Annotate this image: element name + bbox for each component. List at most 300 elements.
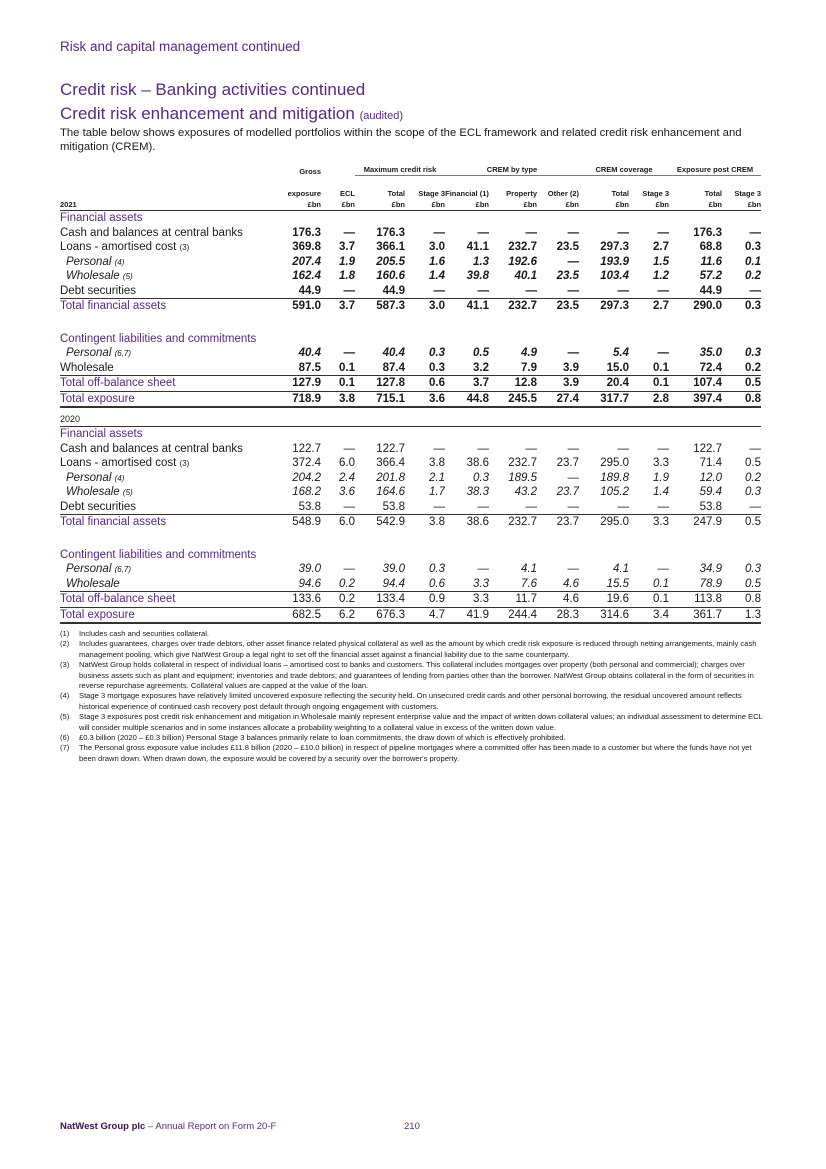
- table-cell: 113.8: [669, 592, 722, 608]
- unit-label: £bn: [445, 198, 489, 211]
- table-cell: 232.7: [489, 515, 537, 530]
- table-cell: 314.6: [579, 607, 629, 623]
- table-cell: —: [343, 284, 355, 297]
- table-cell: 23.5: [537, 299, 579, 314]
- table-row: [60, 361, 761, 376]
- row-label: Loans - amortised cost (3): [60, 241, 190, 254]
- row-label: Personal (4): [66, 471, 125, 484]
- table-cell: 176.3: [693, 226, 723, 239]
- column-header: Stage 3: [734, 189, 762, 198]
- subtitle-text: Credit risk enhancement and mitigation: [60, 104, 355, 123]
- table-cell: 3.3: [653, 457, 670, 470]
- table-cell: 0.2: [321, 592, 355, 608]
- table-cell: 87.5: [298, 361, 321, 374]
- table-cell: 127.9: [275, 376, 321, 392]
- table-cell: 3.8: [321, 391, 355, 407]
- column-header: Stage 3: [418, 189, 445, 198]
- unit-label: £bn: [722, 198, 761, 211]
- table-row: [60, 391, 761, 407]
- table-cell: 1.4: [653, 486, 670, 499]
- table-cell: [321, 548, 355, 563]
- table-cell: 28.3: [537, 607, 579, 623]
- table-cell: 38.3: [466, 486, 489, 499]
- table-row: [60, 485, 761, 500]
- table-cell: 0.9: [405, 592, 445, 608]
- header-group-max-credit-risk: Maximum credit risk: [355, 163, 445, 176]
- table-cell: [579, 548, 629, 563]
- table-cell: 0.2: [745, 361, 762, 374]
- table-cell: 53.8: [382, 500, 405, 513]
- table-cell: 72.4: [699, 361, 723, 374]
- table-cell: 189.8: [600, 471, 629, 484]
- table-cell: 4.6: [563, 577, 579, 590]
- table-cell: —: [657, 347, 670, 360]
- table-cell: —: [343, 500, 355, 513]
- table-cell: [405, 211, 445, 226]
- table-cell: [355, 332, 405, 347]
- spacer-row: [60, 530, 761, 548]
- table-cell: —: [567, 500, 579, 513]
- table-cell: 247.9: [669, 515, 722, 530]
- table-cell: [355, 548, 405, 563]
- table-cell: 366.1: [376, 241, 405, 254]
- table-cell: 4.1: [613, 563, 629, 576]
- table-cell: 23.7: [537, 515, 579, 530]
- row-label: Total exposure: [60, 607, 275, 623]
- table-cell: 7.6: [521, 577, 537, 590]
- row-label: Total financial assets: [60, 299, 275, 314]
- row-label: Contingent liabilities and commitments: [60, 332, 257, 345]
- row-label: Wholesale: [60, 361, 114, 374]
- table-cell: 0.1: [745, 255, 762, 268]
- table-cell: 0.6: [405, 376, 445, 392]
- unit-label: £bn: [579, 198, 629, 211]
- row-label: Debt securities: [60, 284, 137, 297]
- table-cell: 1.4: [429, 270, 445, 283]
- unit-label: £bn: [355, 198, 405, 211]
- footnote-text: Includes cash and securities collateral.: [79, 629, 210, 638]
- table-cell: 1.2: [653, 270, 670, 283]
- table-cell: [445, 332, 489, 347]
- table-cell: 0.3: [722, 299, 761, 314]
- table-cell: 3.6: [339, 486, 355, 499]
- column-header: Other (2): [547, 189, 579, 198]
- table-cell: 0.5: [722, 376, 761, 392]
- crem-table: [60, 163, 761, 624]
- table-cell: —: [749, 284, 762, 297]
- table-cell: 176.3: [292, 226, 321, 239]
- table-cell: [275, 211, 321, 226]
- table-cell: 35.0: [699, 347, 723, 360]
- table-cell: 2.7: [653, 241, 670, 254]
- table-cell: —: [617, 226, 629, 239]
- table-cell: 1.7: [429, 486, 445, 499]
- table-cell: 57.2: [699, 270, 723, 283]
- table-cell: —: [749, 442, 762, 455]
- table-cell: [489, 211, 537, 226]
- header-group-gross: Gross: [299, 167, 321, 176]
- table-cell: 105.2: [600, 486, 629, 499]
- page-number: 210: [404, 1121, 420, 1132]
- table-cell: 207.4: [292, 255, 321, 268]
- table-cell: [579, 211, 629, 226]
- table-cell: 3.4: [629, 607, 669, 623]
- table-cell: 587.3: [355, 299, 405, 314]
- table-cell: 0.5: [473, 347, 489, 360]
- table-cell: —: [525, 284, 537, 297]
- table-row: [60, 456, 761, 471]
- table-cell: 2.1: [429, 471, 445, 484]
- footnote-number: (6): [60, 733, 70, 743]
- table-cell: 0.5: [722, 515, 761, 530]
- table-cell: 3.0: [405, 299, 445, 314]
- table-cell: 0.3: [745, 241, 762, 254]
- table-cell: —: [657, 226, 670, 239]
- table-cell: 40.4: [382, 347, 405, 360]
- footnote-number: (2): [60, 639, 70, 649]
- table-cell: 397.4: [669, 391, 722, 407]
- table-cell: 0.8: [722, 391, 761, 407]
- table-cell: 1.9: [653, 471, 670, 484]
- table-cell: [355, 211, 405, 226]
- footnotes: [60, 629, 765, 764]
- table-cell: 34.9: [699, 563, 723, 576]
- table-cell: 0.3: [429, 347, 445, 360]
- table-row: [60, 299, 761, 314]
- table-cell: 6.2: [321, 607, 355, 623]
- table-cell: 1.6: [429, 255, 445, 268]
- table-cell: 245.5: [489, 391, 537, 407]
- table-cell: —: [657, 500, 670, 513]
- unit-label: £bn: [405, 198, 445, 211]
- table-cell: —: [525, 500, 537, 513]
- row-label: Total off-balance sheet: [60, 376, 275, 392]
- table-cell: 23.7: [556, 457, 579, 470]
- footnote-number: (3): [60, 660, 70, 670]
- table-cell: 15.0: [606, 361, 629, 374]
- table-cell: —: [617, 442, 629, 455]
- section-row: [60, 427, 761, 442]
- table-row: [60, 226, 761, 241]
- table-cell: 164.6: [376, 486, 405, 499]
- table-cell: [669, 427, 722, 442]
- intro-paragraph: The table below shows exposures of modelled portfolios within the scope of the ECL framework and related credit risk enhancement and mitigation (CREM).: [60, 127, 742, 153]
- table-cell: [722, 548, 761, 563]
- table-cell: —: [343, 347, 355, 360]
- table-cell: 0.1: [321, 376, 355, 392]
- table-cell: [355, 427, 405, 442]
- table-cell: —: [477, 226, 489, 239]
- table-cell: —: [567, 226, 579, 239]
- table-cell: 41.1: [466, 241, 489, 254]
- table-cell: [489, 548, 537, 563]
- page-subtitle: [60, 104, 403, 124]
- table-cell: 0.1: [629, 376, 669, 392]
- table-cell: —: [525, 226, 537, 239]
- table-cell: 0.5: [745, 577, 762, 590]
- table-cell: [722, 427, 761, 442]
- column-header: Stage 3: [642, 189, 670, 198]
- row-label: Debt securities: [60, 500, 137, 513]
- table-cell: —: [567, 255, 579, 268]
- table-cell: 103.4: [600, 270, 629, 283]
- table-cell: —: [657, 442, 670, 455]
- row-label: Cash and balances at central banks: [60, 442, 243, 455]
- table-cell: 23.5: [556, 241, 579, 254]
- table-cell: 317.7: [579, 391, 629, 407]
- table-cell: 0.3: [745, 486, 762, 499]
- footer-report-name: – Annual Report on Form 20-F: [145, 1121, 277, 1132]
- footnote-number: (1): [60, 629, 70, 638]
- table-cell: [579, 332, 629, 347]
- table-cell: 4.6: [537, 592, 579, 608]
- table-cell: [669, 548, 722, 563]
- table-cell: 542.9: [355, 515, 405, 530]
- table-cell: 3.7: [445, 376, 489, 392]
- table-cell: [405, 332, 445, 347]
- table-cell: 43.2: [514, 486, 537, 499]
- table-cell: 0.2: [339, 577, 355, 590]
- section-header: Risk and capital management continued: [60, 39, 301, 54]
- table-cell: 1.8: [339, 270, 355, 283]
- table-cell: [629, 427, 669, 442]
- footnote: [60, 629, 765, 639]
- table-cell: 193.9: [600, 255, 629, 268]
- table-cell: [275, 548, 321, 563]
- table-row: [60, 500, 761, 515]
- table-cell: 23.7: [556, 486, 579, 499]
- table-cell: [445, 548, 489, 563]
- table-cell: [489, 332, 537, 347]
- row-note: (6,7): [114, 349, 132, 359]
- table-cell: [537, 548, 579, 563]
- column-header: Total: [611, 189, 629, 198]
- table-cell: 3.9: [563, 361, 579, 374]
- table-cell: 548.9: [275, 515, 321, 530]
- row-note: (6,7): [114, 565, 132, 575]
- section-row: [60, 211, 761, 226]
- table-cell: [669, 332, 722, 347]
- table-cell: —: [567, 284, 579, 297]
- table-cell: 232.7: [489, 299, 537, 314]
- footnote: [60, 691, 765, 712]
- table-cell: —: [617, 500, 629, 513]
- row-label: Wholesale: [66, 577, 120, 590]
- table-cell: 3.9: [537, 376, 579, 392]
- table-row: [60, 255, 761, 270]
- table-cell: [321, 332, 355, 347]
- table-row: [60, 240, 761, 255]
- table-cell: 0.3: [473, 471, 489, 484]
- table-cell: 44.9: [699, 284, 723, 297]
- table-cell: 0.2: [745, 471, 762, 484]
- table-cell: 94.6: [298, 577, 321, 590]
- table-cell: —: [749, 226, 762, 239]
- table-cell: 39.0: [298, 563, 321, 576]
- row-label: Personal (4): [66, 255, 125, 268]
- footnote-text: NatWest Group holds collateral in respect of individual loans – amortised cost to banks and customers. This collateral includes mortgages over property (both personal and commercial); charges over business assets such as plant and equipment; inventories and trade debtors; and guarantees of lending from parties other than the borrower. NatWest Group obtains collateral in the form of securities in reverse repurchase agreements. Collateral values are capped at the value of the loan.: [79, 660, 754, 691]
- column-header: ECL: [340, 189, 355, 198]
- table-cell: 12.8: [489, 376, 537, 392]
- column-header: Total: [704, 189, 723, 198]
- table-cell: 160.6: [376, 270, 405, 283]
- table-cell: 204.2: [292, 471, 321, 484]
- table-cell: 87.4: [382, 361, 405, 374]
- table-cell: [321, 427, 355, 442]
- unit-label: £bn: [321, 198, 355, 211]
- table-cell: —: [567, 442, 579, 455]
- table-cell: 38.6: [445, 515, 489, 530]
- table-cell: 2.8: [629, 391, 669, 407]
- table-cell: 1.3: [473, 255, 489, 268]
- table-cell: 192.6: [508, 255, 537, 268]
- unit-label: £bn: [275, 198, 321, 211]
- table-cell: —: [567, 471, 579, 484]
- table-cell: 0.3: [429, 361, 445, 374]
- table-cell: 39.8: [466, 270, 489, 283]
- table-cell: 6.0: [339, 457, 355, 470]
- table-cell: 4.9: [521, 347, 537, 360]
- unit-label: £bn: [489, 198, 537, 211]
- row-label: Wholesale (5): [66, 486, 133, 499]
- footnote-number: (7): [60, 743, 70, 753]
- table-cell: —: [657, 563, 670, 576]
- table-cell: 68.8: [699, 241, 723, 254]
- table-cell: 127.8: [355, 376, 405, 392]
- table-cell: [629, 211, 669, 226]
- row-label: Contingent liabilities and commitments: [60, 548, 257, 561]
- table-cell: —: [657, 284, 670, 297]
- table-cell: 41.1: [445, 299, 489, 314]
- table-cell: 7.9: [521, 361, 537, 374]
- table-cell: 44.8: [445, 391, 489, 407]
- table-cell: 53.8: [298, 500, 321, 513]
- footnote-text: £0.3 billion (2020 – £0.3 billion) Personal Stage 3 balances primarily relate to loan commitments, the draw down of which is effectively prohibited.: [79, 733, 566, 743]
- spacer-row: [60, 314, 761, 332]
- table-cell: 3.3: [629, 515, 669, 530]
- table-cell: 133.4: [355, 592, 405, 608]
- table-cell: 59.4: [699, 486, 723, 499]
- footnote: [60, 712, 765, 733]
- table-cell: 3.7: [339, 241, 355, 254]
- table-row: [60, 592, 761, 608]
- table-row: [60, 346, 761, 361]
- table-cell: 2.7: [629, 299, 669, 314]
- table-cell: 295.0: [579, 515, 629, 530]
- footnote: [60, 743, 765, 764]
- page-footer: [60, 1121, 276, 1132]
- page-title: Credit risk – Banking activities continued: [60, 80, 366, 99]
- table-cell: 0.3: [745, 347, 762, 360]
- table-cell: 20.4: [579, 376, 629, 392]
- row-note: (3): [179, 459, 190, 469]
- row-label: Financial assets: [60, 212, 143, 225]
- table-cell: 41.9: [445, 607, 489, 623]
- table-cell: [629, 548, 669, 563]
- table-cell: 11.7: [489, 592, 537, 608]
- table-cell: 4.1: [521, 563, 537, 576]
- section-row: [60, 548, 761, 563]
- table-cell: [275, 427, 321, 442]
- header-group-crem-by-type: CREM by type: [445, 163, 579, 176]
- table-cell: 1.9: [339, 255, 355, 268]
- header-group-exposure-post-crem: Exposure post CREM: [669, 163, 761, 176]
- table-cell: [629, 332, 669, 347]
- table-cell: —: [617, 284, 629, 297]
- table-cell: 0.8: [722, 592, 761, 608]
- row-label: Wholesale (5): [66, 270, 133, 283]
- column-header: exposure: [287, 189, 321, 198]
- table-cell: 107.4: [669, 376, 722, 392]
- footnote: [60, 733, 765, 743]
- footnote: [60, 660, 765, 691]
- table-row: [60, 562, 761, 577]
- table-cell: [321, 211, 355, 226]
- header-units-row: [60, 198, 761, 211]
- row-note: (4): [114, 473, 125, 483]
- table-cell: —: [433, 500, 445, 513]
- row-label: Total off-balance sheet: [60, 592, 275, 608]
- table-row: [60, 376, 761, 392]
- year-label-2021: 2021: [60, 198, 275, 211]
- table-cell: 27.4: [537, 391, 579, 407]
- row-label: Total financial assets: [60, 515, 275, 530]
- table-cell: 3.0: [429, 241, 445, 254]
- table-cell: 122.7: [292, 442, 321, 455]
- table-cell: 162.4: [292, 270, 321, 283]
- table-cell: 232.7: [508, 457, 537, 470]
- table-cell: —: [477, 284, 489, 297]
- table-cell: 0.1: [629, 592, 669, 608]
- table-cell: —: [749, 500, 762, 513]
- table-cell: —: [433, 284, 445, 297]
- footnote-number: (5): [60, 712, 70, 722]
- table-cell: 3.2: [473, 361, 489, 374]
- header-group-crem-coverage: CREM coverage: [579, 163, 669, 176]
- crem-table-body: [60, 163, 761, 623]
- table-cell: —: [477, 563, 489, 576]
- column-header: Property: [506, 189, 537, 198]
- table-cell: [722, 211, 761, 226]
- table-cell: [537, 427, 579, 442]
- table-cell: 12.0: [699, 471, 723, 484]
- table-row: [60, 607, 761, 623]
- column-header: Total: [387, 189, 405, 198]
- table-cell: 591.0: [275, 299, 321, 314]
- table-cell: 290.0: [669, 299, 722, 314]
- table-cell: 40.4: [298, 347, 321, 360]
- table-cell: —: [343, 442, 355, 455]
- table-cell: [537, 211, 579, 226]
- footnote-text: The Personal gross exposure value includes £11.8 billion (2020 – £10.0 billion) in respect of pipeline mortgages where a committed offer has been made to a customer but where the funds have not yet been drawn down. When drawn down, the exposure would be covered by a security over the borrower's property.: [79, 743, 752, 763]
- row-label: Personal (6,7): [66, 563, 132, 576]
- table-cell: 0.3: [745, 563, 762, 576]
- table-cell: 39.0: [382, 563, 405, 576]
- footnote: [60, 639, 765, 660]
- table-cell: 297.3: [600, 241, 629, 254]
- table-cell: 19.6: [579, 592, 629, 608]
- subtitle-note: (audited): [359, 110, 403, 122]
- table-cell: —: [343, 563, 355, 576]
- table-row: [60, 269, 761, 284]
- year-row-2020: [60, 407, 761, 427]
- table-cell: 71.4: [699, 457, 723, 470]
- row-label: Personal (6,7): [66, 347, 132, 360]
- table-cell: 3.3: [445, 592, 489, 608]
- table-cell: 189.5: [508, 471, 537, 484]
- column-header: Financial (1): [445, 189, 489, 198]
- table-cell: 361.7: [669, 607, 722, 623]
